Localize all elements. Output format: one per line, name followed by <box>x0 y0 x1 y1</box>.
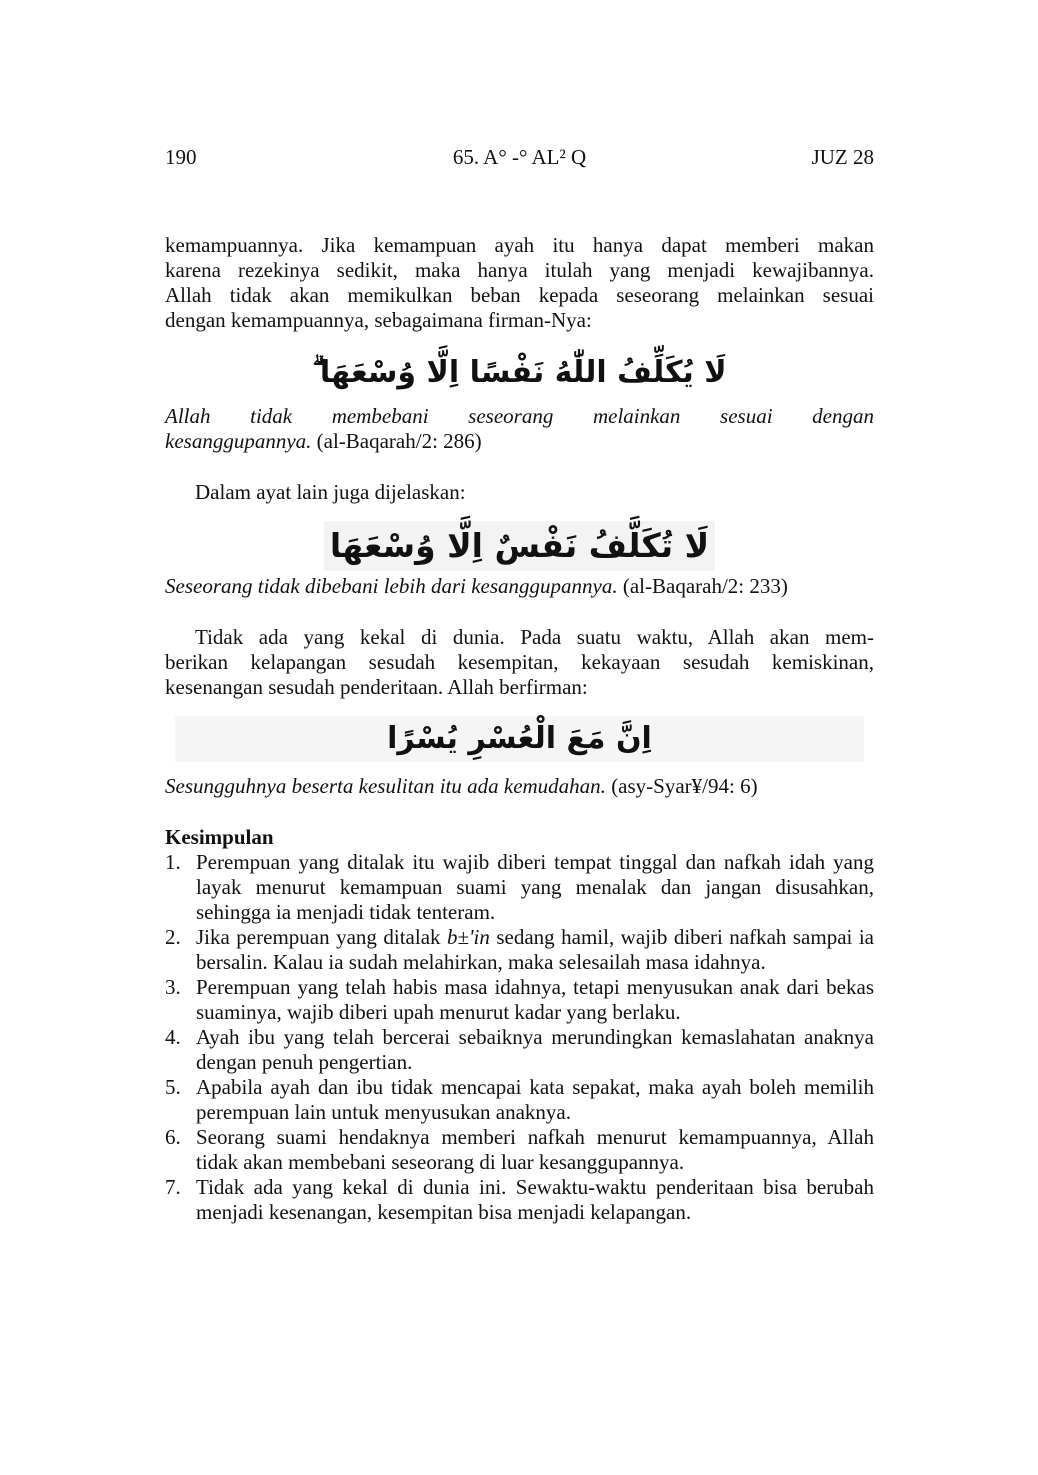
item-number: 1. <box>165 850 181 874</box>
verse-reference: (asy-Syar¥/94: 6) <box>611 774 758 798</box>
translation-text: Seseorang tidak dibebani lebih dari kesanggupannya. <box>165 574 618 598</box>
text-line: kemampuannya. Jika kemampuan ayah itu hanya dapat memberi makan <box>165 233 874 257</box>
arabic-text: اِنَّ مَعَ الْعُسْرِ يُسْرًا <box>387 721 652 756</box>
item-text: Jika perempuan yang ditalak <box>196 925 441 949</box>
paragraph-2 <box>165 625 874 700</box>
arabic-text: لَا تُكَلَّفُ نَفْسٌ اِلَّا وُسْعَهَا <box>324 521 715 571</box>
translation-3 <box>165 774 874 799</box>
translation-1 <box>165 404 874 454</box>
item-number: 5. <box>165 1075 181 1099</box>
arabic-verse-2 <box>165 521 874 571</box>
list-item <box>165 1125 874 1175</box>
text-line: karena rezekinya sedikit, maka hanya itulah yang menjadi kewajibannya. <box>165 258 874 282</box>
text-line: berikan kelapangan sesudah kesempitan, kekayaan sesudah kemiskinan, <box>165 650 874 674</box>
item-term: b±'in <box>447 925 490 949</box>
text-line: kesenangan sesudah penderitaan. Allah berfirman: <box>165 675 588 699</box>
intro-paragraph <box>165 233 874 333</box>
item-text: Perempuan yang ditalak itu wajib diberi tempat tinggal dan nafkah idah yang layak menurut kemampuan suami yang menalak dan jangan disusahkan, sehingga ia menjadi tidak tenteram. <box>196 850 874 924</box>
translation-text: Allah tidak membebani seseorang melainkan sesuai dengan <box>165 404 874 428</box>
text-line: Tidak ada yang kekal di dunia. Pada suatu waktu, Allah akan mem- <box>195 625 874 649</box>
list-item <box>165 1025 874 1075</box>
page-number: 190 <box>165 145 197 169</box>
surah-title: 65. A° -° AL² Q <box>452 145 587 169</box>
text-line: Allah tidak akan memikulkan beban kepada seseorang melainkan sesuai <box>165 283 874 307</box>
item-text: Seorang suami hendaknya memberi nafkah menurut kemampuannya, Allah tidak akan membebani seseorang di luar kesanggupannya. <box>196 1125 874 1174</box>
section-heading: Kesimpulan <box>165 825 274 849</box>
item-text: Apabila ayah dan ibu tidak mencapai kata sepakat, maka ayah boleh memilih perempuan lain untuk menyusukan anaknya. <box>196 1075 874 1124</box>
translation-text: Sesungguhnya beserta kesulitan itu ada kemudahan. <box>165 774 606 798</box>
item-text: Tidak ada yang kekal di dunia ini. Sewaktu-waktu penderitaan bisa berubah menjadi kesenangan, kesempitan bisa menjadi kelapangan. <box>196 1175 874 1224</box>
juz-label: JUZ 28 <box>811 145 874 169</box>
item-text: sedang hamil, wajib diberi nafkah sampai ia bersalin. Kalau ia sudah melahirkan, maka selesailah masa idahnya. <box>196 925 874 974</box>
list-item <box>165 850 874 925</box>
item-text: Ayah ibu yang telah bercerai sebaiknya merundingkan kemaslahatan anaknya dengan penuh pengertian. <box>196 1025 874 1074</box>
item-text: Perempuan yang telah habis masa idahnya, tetapi menyusukan anak dari bekas suaminya, wajib diberi upah menurut kadar yang berlaku. <box>196 975 874 1024</box>
bridge-text: Dalam ayat lain juga dijelaskan: <box>195 480 466 504</box>
translation-2 <box>165 574 874 599</box>
text-line: dengan kemampuannya, sebagaimana firman-Nya: <box>165 308 592 332</box>
item-number: 7. <box>165 1175 181 1199</box>
running-header <box>165 142 874 172</box>
translation-text: kesanggupannya. <box>165 429 312 453</box>
arabic-verse-1 <box>165 352 874 394</box>
list-item <box>165 975 874 1025</box>
verse-reference: (al-Baqarah/2: 286) <box>316 429 482 453</box>
arabic-text: لَا يُكَلِّفُ اللّٰهُ نَفْسًا اِلَّا وُسْعَهَا ۗ <box>312 355 727 390</box>
item-number: 6. <box>165 1125 181 1149</box>
verse-reference: (al-Baqarah/2: 233) <box>622 574 788 598</box>
arabic-verse-3 <box>165 712 874 766</box>
list-item <box>165 1075 874 1125</box>
item-number: 2. <box>165 925 181 949</box>
list-item <box>165 925 874 975</box>
list-item <box>165 1175 874 1225</box>
item-number: 4. <box>165 1025 181 1049</box>
conclusion-list <box>165 850 874 1225</box>
item-number: 3. <box>165 975 181 999</box>
